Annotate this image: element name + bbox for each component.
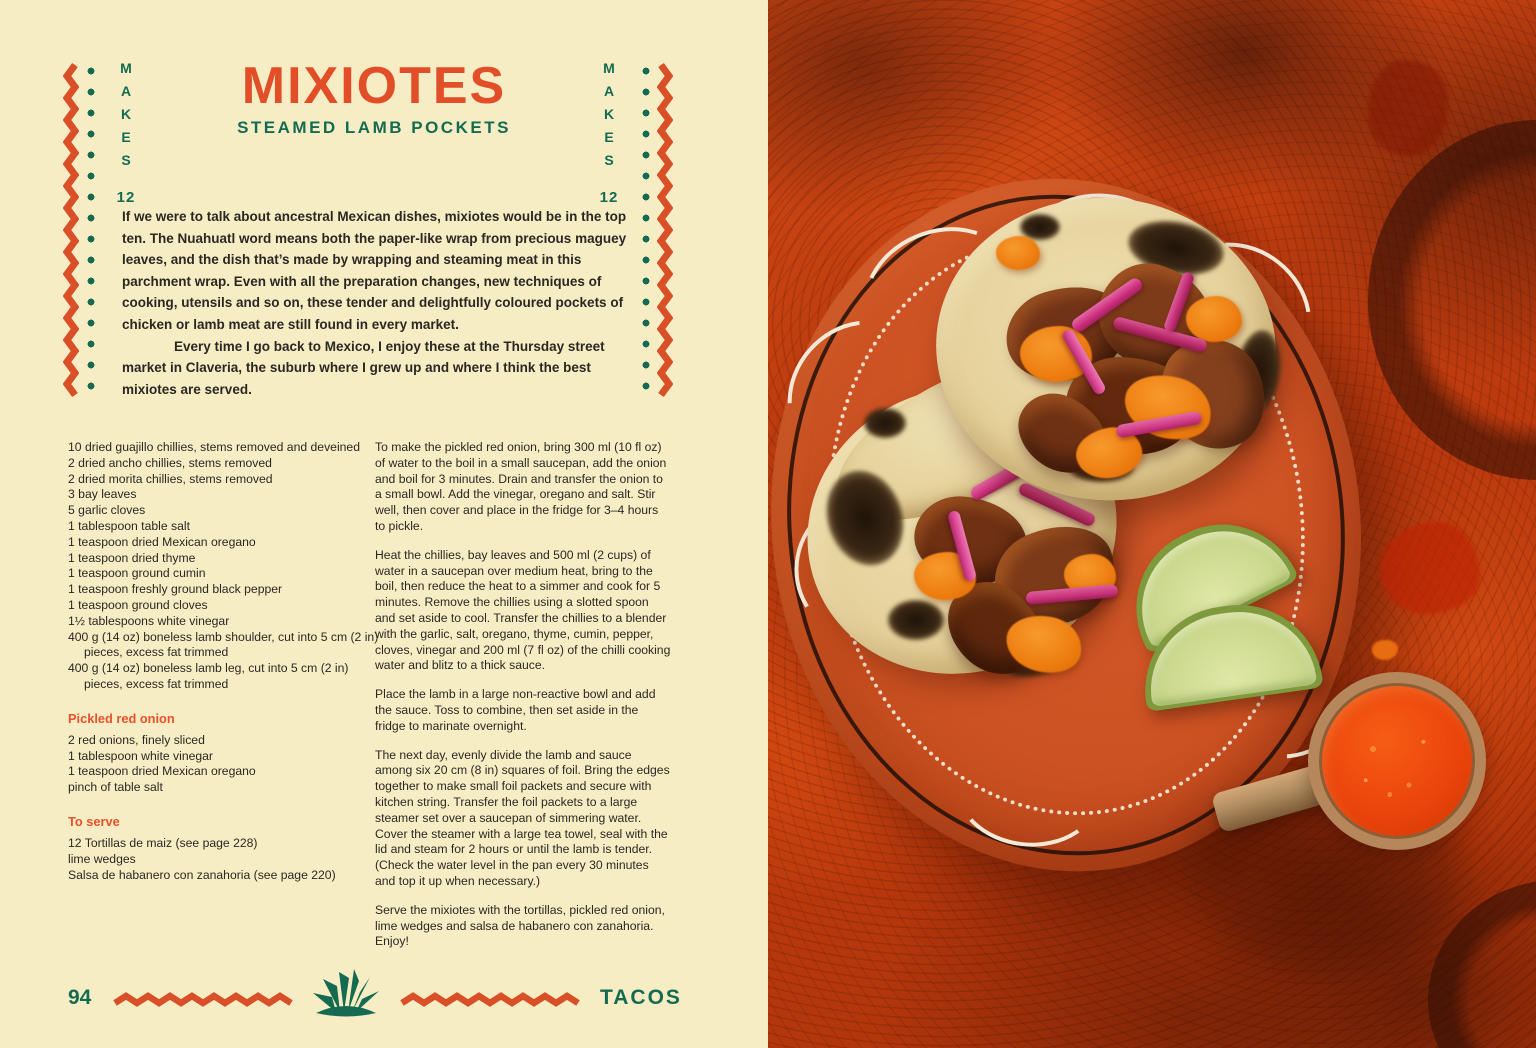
recipe-intro: [122, 206, 638, 400]
rickrack-divider-icon: [400, 992, 582, 1007]
page-number: 94: [68, 986, 92, 1009]
intro-paragraph: Every time I go back to Mexico, I enjoy these at the Thursday street market in Claveria, the suburb where I grew up and where I think the best mixiotes are served.: [122, 338, 605, 397]
agave-plant-icon: [308, 966, 384, 1018]
makes-label: MAKES: [601, 60, 617, 175]
ingredients-list-pickled-onion: [68, 733, 380, 796]
recipe-title: MIXIOTES: [241, 57, 507, 115]
ingredient-item: 1 teaspoon dried Mexican oregano: [68, 534, 256, 549]
makes-value: 12: [116, 189, 136, 206]
ingredient-item: 1 tablespoon table salt: [68, 518, 190, 533]
ingredient-item: 2 red onions, finely sliced: [68, 732, 205, 747]
ingredients-subheading: Pickled red onion: [68, 710, 175, 726]
ingredient-item: 400 g (14 oz) boneless lamb leg, cut into 5 cm (2 in) pieces, excess fat trimmed: [68, 661, 349, 691]
ingredient-item: 12 Tortillas de maiz (see page 228): [68, 835, 258, 850]
dot-border-right-icon: [642, 66, 650, 402]
makes-value: 12: [599, 189, 619, 206]
recipe-subtitle: STEAMED LAMB POCKETS: [237, 118, 511, 137]
ingredient-item: 400 g (14 oz) boneless lamb shoulder, cut into 5 cm (2 in) pieces, excess fat trimmed: [68, 629, 379, 660]
ingredient-item: 10 dried guajillo chillies, stems removed and deveined: [68, 440, 360, 454]
salsa-surface: [1337, 701, 1457, 821]
ingredients-list-to-serve: [68, 836, 380, 883]
ingredient-item: 1½ tablespoons white vinegar: [68, 613, 230, 628]
char-spot: [864, 408, 906, 438]
method-step: Serve the mixiotes with the tortillas, pickled red onion, lime wedges and salsa de habanero con zanahoria. Enjoy!: [375, 902, 665, 949]
rickrack-border-left-icon: [63, 62, 79, 402]
salsa-splat: [1368, 60, 1448, 156]
ingredient-item: 2 dried ancho chillies, stems removed: [68, 455, 272, 470]
ingredient-item: 3 bay leaves: [68, 487, 137, 502]
copper-salsa-cup: [1308, 672, 1486, 850]
ingredient-item: 1 teaspoon ground cumin: [68, 566, 206, 581]
method-step: Heat the chillies, bay leaves and 500 ml (2 cups) of water in a saucepan over medium heat, bring to the boil, then reduce the heat to a simmer and cook for 5 minutes. Remove the chillies using a slotted spoon and set aside to cool. Transfer the chillies to a blender with the garlic, salt, oregano, thyme, cumin, pepper, cloves, vinegar and 200 ml (7 fl oz) of the chilli cooking water and blitz to a thick sauce.: [375, 547, 671, 673]
salsa-topping: [1186, 296, 1242, 342]
rickrack-divider-icon: [113, 992, 295, 1007]
ingredient-item: lime wedges: [68, 851, 136, 866]
recipe-photo: [768, 0, 1536, 1048]
ingredients-list-main: [68, 440, 380, 693]
page-footer: [0, 974, 768, 1034]
ingredient-item: Salsa de habanero con zanahoria (see page 220): [68, 867, 336, 882]
ingredients-subheading: To serve: [68, 813, 120, 829]
salsa-splat: [1380, 522, 1480, 614]
ingredient-item: 1 teaspoon freshly ground black pepper: [68, 582, 283, 597]
method-step: To make the pickled red onion, bring 300 ml (10 fl oz) of water to the boil in a small saucepan, add the onion and boil for 3 minutes. Drain and transfer the onion to a small bowl. Add the vinegar, oregano and salt. Stir well, then cover and place in the fridge for 3–4 hours to pickle.: [375, 440, 667, 533]
ingredients-column: [68, 440, 380, 883]
salsa-crumb: [1372, 640, 1398, 660]
ingredient-item: pinch of table salt: [68, 780, 163, 795]
ingredient-item: 2 dried morita chillies, stems removed: [68, 471, 273, 486]
method-step: The next day, evenly divide the lamb and sauce among six 20 cm (8 in) squares of foil. Bring the edges together to make small foil packets and secure with kitchen string. Transfer the foil packets to a large steamer set over a saucepan of simmering water. Cover the steamer with a large tea towel, seal with the lid and steam for 2 hours or until the lamb is tender. (Check the water level in the pan every 30 minutes and top it up when necessary.): [375, 747, 670, 888]
salsa-topping: [996, 236, 1040, 270]
ingredient-item: 1 teaspoon dried Mexican oregano: [68, 764, 256, 779]
chapter-label: TACOS: [600, 986, 682, 1009]
method-step: Place the lamb in a large non-reactive bowl and add the sauce. Toss to combine, then set aside in the fridge to marinate overnight.: [375, 687, 656, 733]
makes-label: MAKES: [118, 60, 134, 175]
ingredient-item: 1 teaspoon ground cloves: [68, 597, 208, 612]
table-burn-mark: [1368, 120, 1536, 480]
dot-border-left-icon: [87, 66, 95, 402]
ingredient-item: 5 garlic cloves: [68, 503, 146, 518]
ingredient-item: 1 teaspoon dried thyme: [68, 550, 196, 565]
char-spot: [888, 600, 944, 640]
ingredient-item: 1 tablespoon white vinegar: [68, 748, 213, 763]
method-column: [375, 440, 671, 963]
intro-paragraph: If we were to talk about ancestral Mexican dishes, mixiotes would be in the top ten. The Nuahuatl word means both the paper-like wrap from precious maguey leaves, and the dish that’s made by wrapping and steaming meat in this parchment wrap. Even with all the preparation changes, new techniques of cooking, utensils and so on, these tender and delightfully coloured pockets of chicken or lamb meat are still found in every market.: [122, 209, 627, 332]
